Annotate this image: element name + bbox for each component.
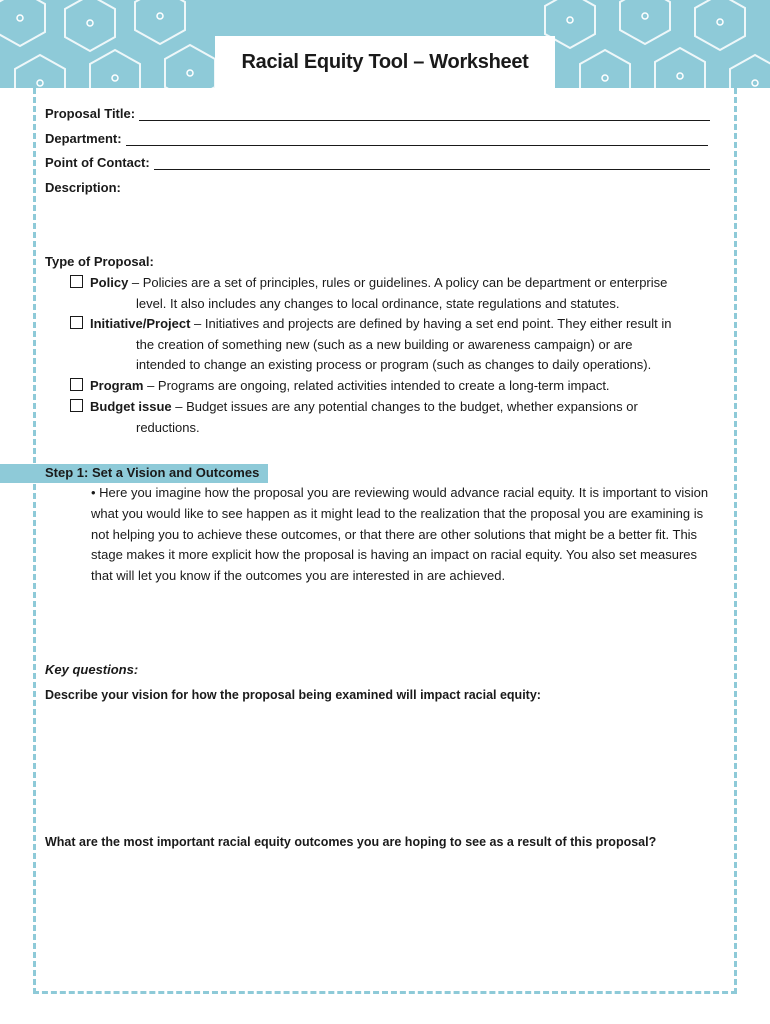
option-initiative-project[interactable]: [70, 314, 720, 376]
initiative-desc-cont-1: the creation of something new (such as a new building or awareness campaign) or are: [136, 336, 633, 352]
department-label: Department:: [45, 131, 122, 146]
budget-checkbox[interactable]: [70, 399, 83, 412]
point-of-contact-label: Point of Contact:: [45, 155, 150, 170]
step1-heading: Step 1: Set a Vision and Outcomes: [45, 465, 260, 480]
proposal-title-field[interactable]: [45, 106, 710, 121]
description-label: Description:: [45, 180, 121, 195]
policy-desc-cont: level. It also includes any changes to local ordinance, state regulations and statutes.: [136, 295, 620, 311]
department-line[interactable]: [126, 133, 708, 146]
budget-name: Budget issue: [90, 399, 172, 414]
initiative-name: Initiative/Project: [90, 316, 191, 331]
program-checkbox[interactable]: [70, 378, 83, 391]
type-of-proposal-label: Type of Proposal:: [45, 254, 154, 269]
step1-paragraph: • Here you imagine how the proposal you are reviewing would advance racial equity. It is important to vision what you would like to see happen as it might lead to the realization that the proposal you are examining is not helping you to achieve these outcomes, or that there are other solutions that might be a better fit. This stage makes it more explicit how the proposal is having an impact on racial equity. You also set measures that will let you know if the outcomes you are interested in are achieved.: [91, 485, 709, 584]
program-name: Program: [90, 378, 144, 393]
proposal-title-line[interactable]: [139, 108, 710, 121]
initiative-checkbox[interactable]: [70, 316, 83, 329]
hexagon-pattern-left: [0, 0, 230, 88]
point-of-contact-line[interactable]: [154, 157, 710, 170]
title-box: [215, 36, 555, 88]
policy-name: Policy: [90, 275, 129, 290]
budget-desc-cont: reductions.: [136, 419, 200, 435]
hexagon-pattern-right: [530, 0, 770, 88]
page-title: Racial Equity Tool – Worksheet: [241, 50, 529, 73]
option-program[interactable]: [70, 376, 720, 397]
proposal-title-label: Proposal Title:: [45, 106, 136, 121]
header-banner: [0, 0, 770, 88]
point-of-contact-field[interactable]: [45, 155, 710, 170]
option-budget-issue[interactable]: [70, 397, 720, 438]
policy-desc: – Policies are a set of principles, rules or guidelines. A policy can be department or enterprise: [128, 275, 668, 290]
program-desc: – Programs are ongoing, related activities intended to create a long-term impact.: [143, 378, 610, 393]
policy-checkbox[interactable]: [70, 275, 83, 288]
budget-desc: – Budget issues are any potential changes to the budget, whether expansions or: [171, 399, 638, 414]
key-questions-heading: Key questions:: [45, 662, 139, 677]
option-policy[interactable]: [70, 273, 720, 314]
question-outcomes: What are the most important racial equity outcomes you are hoping to see as a result of this proposal?: [45, 835, 657, 849]
department-field[interactable]: [45, 131, 708, 146]
initiative-desc-cont-2: intended to change an existing process or program (such as changes to daily operations).: [136, 357, 652, 372]
question-vision: Describe your vision for how the proposal being examined will impact racial equity:: [45, 688, 541, 702]
initiative-desc: – Initiatives and projects are defined by having a set end point. They either result in: [190, 316, 672, 331]
